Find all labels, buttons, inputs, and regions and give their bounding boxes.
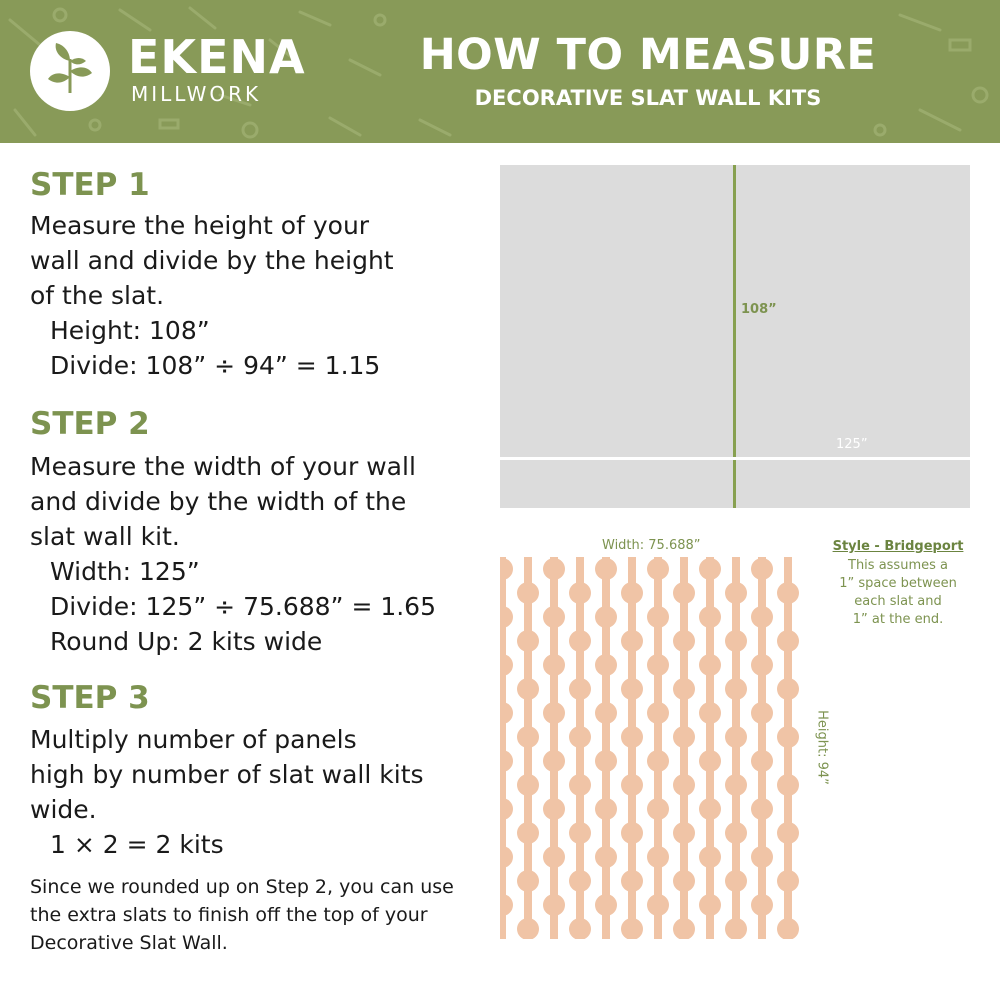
slat-disc	[751, 702, 773, 724]
slat-disc	[517, 870, 539, 892]
slat-disc	[500, 894, 513, 916]
slat-disc	[725, 774, 747, 796]
slat-disc	[543, 558, 565, 580]
page-title: HOW TO MEASURE	[419, 30, 877, 80]
slat-disc	[751, 606, 773, 628]
slat-disc	[647, 846, 669, 868]
slat-disc	[595, 846, 617, 868]
slat-disc	[543, 846, 565, 868]
slat-disc	[500, 798, 513, 820]
slat-disc	[725, 870, 747, 892]
footnote: Since we rounded up on Step 2, you can use the extra slats to finish off the top of your Decorative Slat Wall.	[30, 876, 454, 954]
slat-disc	[647, 558, 669, 580]
step-3-text-line: Multiply number of panels	[30, 725, 357, 754]
brand-subtitle: MILLWORK	[131, 82, 262, 106]
style-name: Style - Bridgeport	[832, 539, 964, 554]
slat-disc	[777, 822, 799, 844]
slat-disc	[595, 654, 617, 676]
step-1-text-line: wall and divide by the height	[30, 246, 394, 275]
slat-disc	[673, 822, 695, 844]
width-measure-line	[500, 457, 970, 460]
style-description-line: This assumes a	[848, 558, 948, 573]
slat-disc	[699, 750, 721, 772]
slat-disc	[699, 606, 721, 628]
brand-name: EKENA	[128, 30, 306, 84]
slat-disc	[621, 774, 643, 796]
slat-disc	[595, 750, 617, 772]
slat-disc	[517, 726, 539, 748]
slat-disc	[621, 822, 643, 844]
slat-disc	[621, 918, 643, 939]
slat-disc	[569, 582, 591, 604]
step-2-text-line: slat wall kit.	[30, 522, 180, 551]
slat-disc	[725, 630, 747, 652]
slat-disc	[673, 582, 695, 604]
wall-width-label: 125”	[836, 437, 868, 452]
slat-disc	[751, 894, 773, 916]
slat-disc	[569, 870, 591, 892]
slat-disc	[621, 870, 643, 892]
slat-disc	[699, 798, 721, 820]
slat-disc	[673, 870, 695, 892]
slat-disc	[543, 606, 565, 628]
slat-disc	[569, 774, 591, 796]
slat-height-label: Height: 94”	[814, 710, 830, 785]
slat-disc	[500, 846, 513, 868]
slat-disc	[777, 870, 799, 892]
slat-disc	[517, 630, 539, 652]
slat-disc	[569, 918, 591, 939]
step-1-text-line: of the slat.	[30, 281, 165, 310]
slat-disc	[751, 750, 773, 772]
slat-disc	[777, 678, 799, 700]
slat-disc	[517, 774, 539, 796]
style-description-line: 1” space between	[839, 576, 957, 591]
slat-disc	[595, 558, 617, 580]
slat-disc	[543, 750, 565, 772]
slat-disc	[725, 822, 747, 844]
slat-disc	[621, 726, 643, 748]
slat-disc	[543, 894, 565, 916]
slat-disc	[673, 630, 695, 652]
slat-disc	[543, 654, 565, 676]
slat-disc	[725, 918, 747, 939]
slat-disc	[500, 702, 513, 724]
logo-badge	[30, 31, 110, 111]
style-description	[822, 557, 974, 629]
slat-disc	[647, 702, 669, 724]
slat-width-label: Width: 75.688”	[602, 538, 701, 553]
slat-disc	[595, 606, 617, 628]
slat-disc	[621, 678, 643, 700]
slat-disc	[699, 702, 721, 724]
slat-disc	[673, 678, 695, 700]
slat-disc	[621, 582, 643, 604]
slat-disc	[777, 774, 799, 796]
step-3-multiply-calc: 1 × 2 = 2 kits	[50, 830, 224, 859]
slat-disc	[777, 918, 799, 939]
slat-disc	[517, 822, 539, 844]
slat-disc	[647, 606, 669, 628]
slat-disc	[569, 678, 591, 700]
slat-disc	[673, 918, 695, 939]
header-banner	[0, 0, 1000, 143]
step-3-text-line: wide.	[30, 795, 97, 824]
slat-disc	[777, 630, 799, 652]
slat-disc	[699, 558, 721, 580]
wall-height-label: 108”	[741, 302, 777, 317]
slat-disc	[500, 750, 513, 772]
slat-disc	[751, 558, 773, 580]
slat-disc	[647, 894, 669, 916]
slat-disc	[517, 582, 539, 604]
slat-disc	[621, 630, 643, 652]
slat-disc	[647, 798, 669, 820]
slat-disc	[725, 582, 747, 604]
step-2-round-up: Round Up: 2 kits wide	[50, 627, 323, 656]
slat-disc	[543, 798, 565, 820]
slat-disc	[751, 846, 773, 868]
step-3-text-line: high by number of slat wall kits	[30, 760, 424, 789]
slat-disc	[777, 582, 799, 604]
slat-disc	[543, 702, 565, 724]
slat-disc	[500, 558, 513, 580]
slat-disc	[673, 726, 695, 748]
slat-disc	[517, 918, 539, 939]
slat-disc	[569, 630, 591, 652]
leaf-icon	[30, 31, 110, 111]
slat-disc	[699, 654, 721, 676]
slat-disc	[647, 750, 669, 772]
slat-disc	[595, 702, 617, 724]
slat-disc	[699, 894, 721, 916]
step-2-title: STEP 2	[30, 406, 150, 442]
slat-disc	[595, 798, 617, 820]
slat-disc	[725, 678, 747, 700]
slat-disc	[517, 678, 539, 700]
step-2-text-line: and divide by the width of the	[30, 487, 407, 516]
slat-disc	[500, 654, 513, 676]
step-1-text-line: Measure the height of your	[30, 211, 370, 240]
slat-disc	[569, 726, 591, 748]
step-2-divide-calc: Divide: 125” ÷ 75.688” = 1.65	[50, 592, 436, 621]
slat-disc	[777, 726, 799, 748]
slat-disc	[647, 654, 669, 676]
slat-disc	[699, 846, 721, 868]
slat-panel-illustration	[500, 557, 802, 939]
slat-disc	[751, 798, 773, 820]
step-3-title: STEP 3	[30, 680, 150, 716]
page-subtitle: DECORATIVE SLAT WALL KITS	[474, 86, 822, 110]
slat-disc	[569, 822, 591, 844]
slat-disc	[595, 894, 617, 916]
slat-disc	[673, 774, 695, 796]
step-1-title: STEP 1	[30, 167, 150, 203]
step-2-text-line: Measure the width of your wall	[30, 452, 416, 481]
style-description-line: each slat and	[854, 594, 942, 609]
step-1-height-value: Height: 108”	[50, 316, 210, 345]
step-2-width-value: Width: 125”	[50, 557, 200, 586]
slat-disc	[500, 606, 513, 628]
slat-disc	[751, 654, 773, 676]
slat-disc	[725, 726, 747, 748]
step-1-divide-calc: Divide: 108” ÷ 94” = 1.15	[50, 351, 381, 380]
style-description-line: 1” at the end.	[852, 612, 944, 627]
